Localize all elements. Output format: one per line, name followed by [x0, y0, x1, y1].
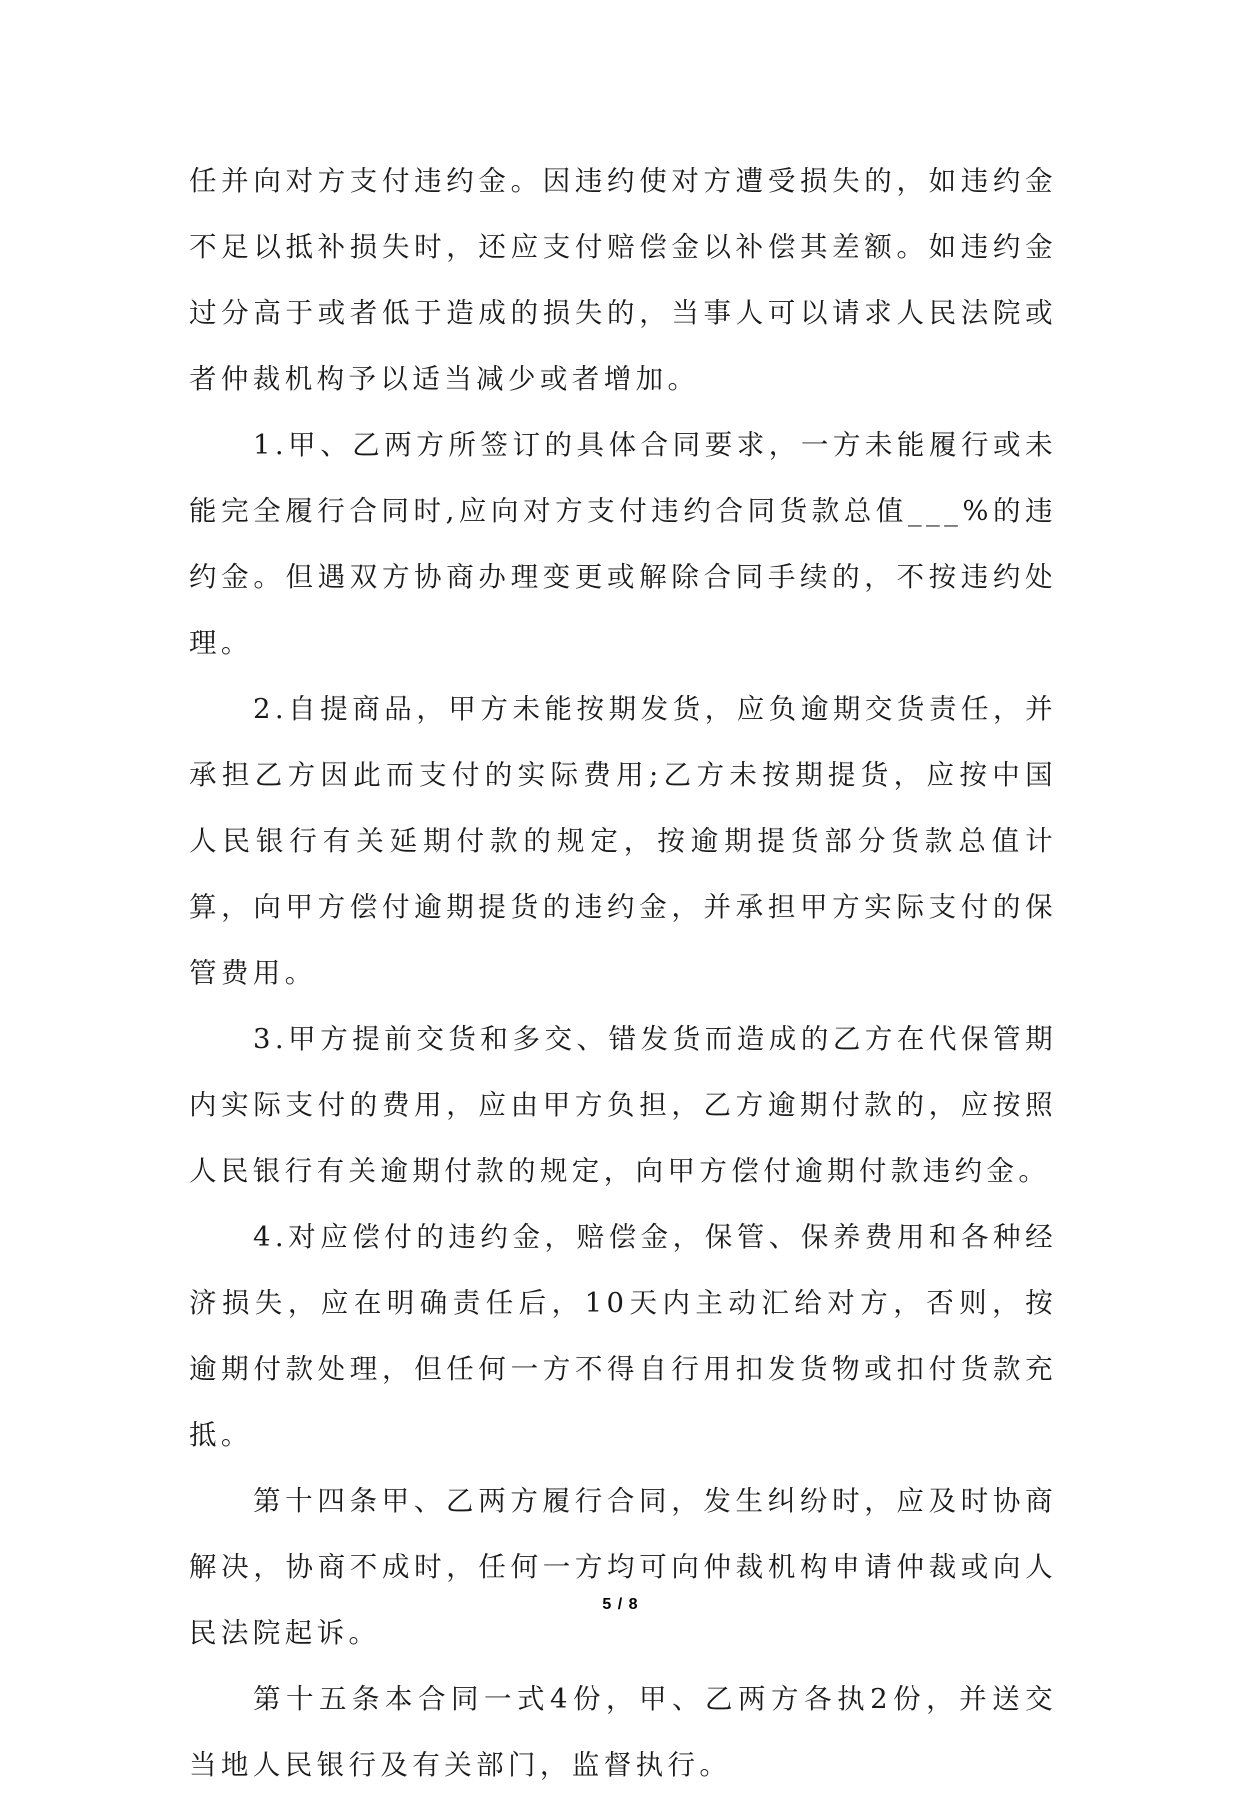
paragraph-article-14: 第十四条甲、乙两方履行合同，发生纠纷时，应及时协商解决，协商不成时，任何一方均可向仲裁机构申请仲裁或向人民法院起诉。: [189, 1485, 1057, 1649]
paragraph-article-15: 第十五条本合同一式4份，甲、乙两方各执2份，并送交当地人民银行及有关部门，监督执行。: [189, 1683, 1057, 1781]
paragraph-clause-4: 4.对应偿付的违约金，赔偿金，保管、保养费用和各种经济损失，应在明确责任后，10天内主动汇给对方，否则，按逾期付款处理，但任何一方不得自行用扣发货物或扣付货款充抵。: [189, 1221, 1057, 1451]
paragraph-continuation: 任并向对方支付违约金。因违约使对方遭受损失的，如违约金不足以抵补损失时，还应支付赔偿金以补偿其差额。如违约金过分高于或者低于造成的损失的，当事人可以请求人民法院或者仲裁机构予以适当减少或者增加。: [189, 165, 1057, 395]
page-number: 5 / 8: [602, 1596, 639, 1613]
paragraph-clause-2: 2.自提商品，甲方未能按期发货，应负逾期交货责任，并承担乙方因此而支付的实际费用;乙方未按期提货，应按中国人民银行有关延期付款的规定，按逾期提货部分货款总值计算，向甲方偿付逾期提货的违约金，并承担甲方实际支付的保管费用。: [189, 693, 1057, 989]
paragraph-clause-3: 3.甲方提前交货和多交、错发货而造成的乙方在代保管期内实际支付的费用，应由甲方负担，乙方逾期付款的，应按照人民银行有关逾期付款的规定，向甲方偿付逾期付款违约金。: [189, 1023, 1057, 1187]
document-body: [189, 148, 1057, 1798]
paragraph-clause-1: 1.甲、乙两方所签订的具体合同要求，一方未能履行或未能完全履行合同时,应向对方支付违约合同货款总值___%的违约金。但遇双方协商办理变更或解除合同手续的，不按违约处理。: [189, 429, 1057, 659]
